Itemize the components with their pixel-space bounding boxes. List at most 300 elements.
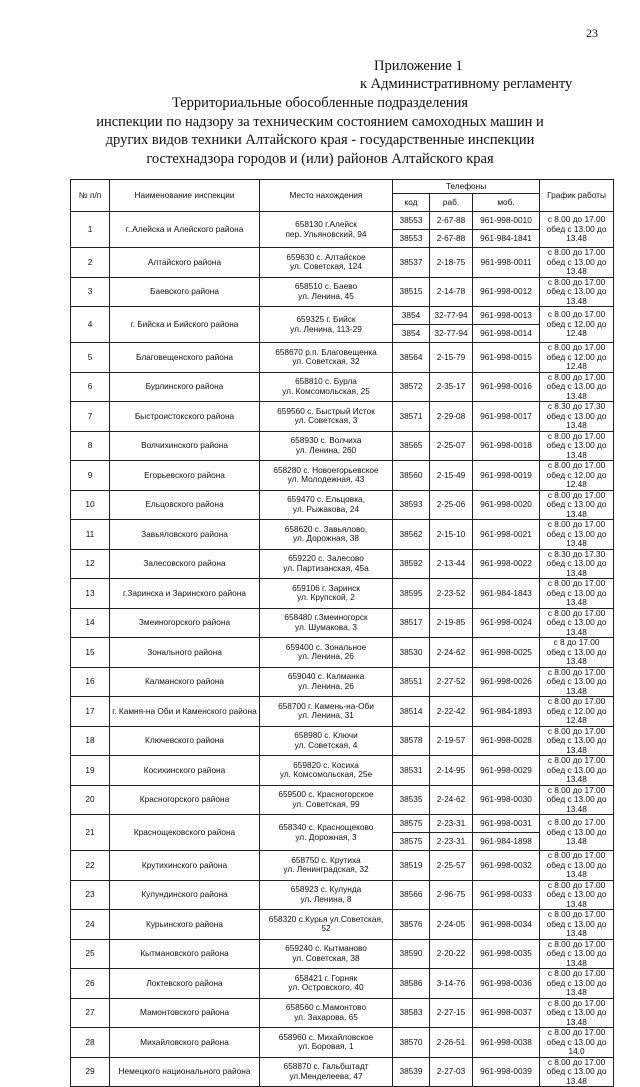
schedule-hours: с 8.00 до 17.00 [547, 460, 606, 470]
inspection-name: Змеиногорского района [110, 608, 260, 638]
row-number: 20 [71, 785, 110, 815]
address-line-1: 658923 с. Кулунда [290, 884, 362, 895]
schedule-hours: с 8.00 до 17.00 [547, 519, 606, 529]
schedule-lunch: обед с 13.00 до 13.48 [546, 499, 607, 519]
address [260, 638, 393, 668]
address-line-2: ул. Дорожная, 38 [293, 533, 359, 544]
header-place: Место нахождения [260, 180, 393, 212]
phone-mobile: 961-998-0015 [473, 343, 540, 373]
address-line-1: 659400 с. Зональное [285, 641, 367, 652]
schedule [540, 697, 614, 727]
inspection-name: Кытмановского района [110, 939, 260, 969]
schedule-hours: с 8.00 до 17.00 [547, 968, 606, 978]
title-line-3: других видов техники Алтайского края - государственные инспекции [105, 132, 535, 149]
schedule-lunch: обед с 12.00 до 12.48 [546, 469, 607, 489]
schedule [540, 307, 614, 343]
row-number: 4 [71, 307, 110, 343]
header-schedule: График работы [540, 180, 614, 212]
header-name: Наименование инспекции [110, 180, 260, 212]
row-number: 15 [71, 638, 110, 668]
header-mob: моб. [473, 194, 540, 212]
address-line-2: ул. Ленина, 31 [298, 710, 354, 721]
phone-mobile: 961-984-1841 [473, 230, 540, 248]
table-row [71, 851, 614, 881]
schedule [540, 785, 614, 815]
schedule [540, 1057, 614, 1087]
row-number: 2 [71, 248, 110, 278]
schedule-lunch: обед с 13.00 до 13.48 [546, 676, 607, 696]
inspection-name: Благовещенского района [110, 343, 260, 373]
schedule [540, 756, 614, 786]
table-row [71, 490, 614, 520]
phone-mobile: 961-998-0011 [473, 248, 540, 278]
schedule [540, 579, 614, 609]
phone-code: 38515 [393, 277, 430, 307]
phone-work: 2-19-57 [430, 726, 473, 756]
table-row [71, 248, 614, 278]
address-line-2: ул. Ленина, 113-29 [290, 323, 362, 334]
address-line-2: ул. Советская, 124 [290, 261, 362, 272]
row-number: 16 [71, 667, 110, 697]
schedule-lunch: обед с 13.00 до 13.48 [546, 859, 607, 879]
inspection-name: г. Бийска и Бийского района [110, 307, 260, 343]
schedule-lunch: обед с 13.00 до 13.48 [546, 977, 607, 997]
table-row [71, 697, 614, 727]
schedule-lunch: обед с 12.00 до 12.48 [546, 351, 607, 371]
table-row [71, 638, 614, 668]
schedule [540, 461, 614, 491]
address-line-1: 659220 с. Залесово [288, 553, 364, 564]
phone-work: 32-77-94 [430, 325, 473, 343]
phone-code: 38590 [393, 939, 430, 969]
row-number: 1 [71, 212, 110, 248]
schedule-hours: с 8.00 до 17.00 [547, 372, 606, 382]
phone-work: 3-14-76 [430, 969, 473, 999]
row-number: 17 [71, 697, 110, 727]
phone-work: 2-96-75 [430, 880, 473, 910]
row-number: 9 [71, 461, 110, 491]
schedule-lunch: обед с 13.00 до 13.48 [546, 1066, 607, 1086]
inspection-name: Быстроистокского района [110, 402, 260, 432]
address-line-1: 659040 с. Калманка [287, 671, 365, 682]
address-line-1: 658320 с.Курья ул.Советская, [268, 913, 384, 924]
address-line-2: ул. Боровая, 1 [298, 1041, 354, 1052]
address [260, 910, 393, 940]
address [260, 785, 393, 815]
row-number: 12 [71, 549, 110, 579]
schedule [540, 815, 614, 851]
schedule-lunch: обед с 13.00 до 13.48 [546, 286, 607, 306]
phone-mobile: 961-998-0025 [473, 638, 540, 668]
inspection-name: Алтайского района [110, 248, 260, 278]
address-line-2: ул. Советская, 32 [292, 356, 360, 367]
phone-mobile: 961-998-0030 [473, 785, 540, 815]
address [260, 343, 393, 373]
address [260, 212, 393, 248]
table-row [71, 910, 614, 940]
phone-work: 32-77-94 [430, 307, 473, 325]
phone-code: 38571 [393, 402, 430, 432]
table-row [71, 1057, 614, 1087]
schedule [540, 549, 614, 579]
schedule-hours: с 8.00 до 17.00 [547, 342, 606, 352]
schedule-lunch: обед с 12.00 до 12.48 [546, 318, 607, 339]
phone-mobile: 961-998-0010 [473, 212, 540, 230]
phone-work: 2-14-78 [430, 277, 473, 307]
address-line-1: 658620 с. Завьялово, [284, 523, 368, 534]
schedule-hours: с 8.30 до 17.30 [547, 401, 606, 411]
address [260, 998, 393, 1028]
table-row [71, 785, 614, 815]
phone-work: 2-23-52 [430, 579, 473, 609]
phone-work: 2-24-62 [430, 638, 473, 668]
address-line-2: ул. Ленина, 260 [295, 444, 357, 455]
address-line-2: ул. Партизанская, 45а [283, 562, 369, 573]
phone-mobile: 961-998-0020 [473, 490, 540, 520]
schedule-hours: с 8.00 до 17.00 [547, 850, 606, 860]
address-line-2: ул. Советская, 38 [292, 952, 360, 963]
schedule [540, 248, 614, 278]
inspection-name: Немецкого национального района [110, 1057, 260, 1087]
row-number: 21 [71, 815, 110, 851]
address-line-2: ул. Островского, 40 [288, 982, 364, 993]
phone-code: 38517 [393, 608, 430, 638]
address-line-1: 659470 с. Ельцовка, [287, 494, 365, 505]
phone-code: 38595 [393, 579, 430, 609]
phone-mobile: 961-998-0032 [473, 851, 540, 881]
address [260, 1057, 393, 1087]
schedule-lunch: обед с 13.00 до 13.48 [546, 381, 607, 401]
table-row [71, 815, 614, 833]
phone-code: 38578 [393, 726, 430, 756]
phone-mobile: 961-998-0026 [473, 667, 540, 697]
table-row [71, 277, 614, 307]
address-line-1: 658480 г.Змеиногорск [284, 612, 368, 623]
address-line-1: 659820 с. Косиха [293, 759, 359, 770]
schedule-hours: с 8.00 до 17.00 [547, 785, 606, 795]
row-number: 22 [71, 851, 110, 881]
schedule-lunch: обед с 13.00 до 13.48 [546, 948, 607, 968]
schedule-hours: с 8.30 до 17.30 [547, 549, 606, 559]
address-line-2: ул. Советская, 99 [292, 798, 360, 809]
title-line-1: Территориальные обособленные подразделения [171, 95, 469, 111]
inspection-name: Волчихинского района [110, 431, 260, 461]
phone-work: 2-19-85 [430, 608, 473, 638]
address [260, 815, 393, 851]
inspection-name: Залесовского района [110, 549, 260, 579]
inspection-name: Мамонтовского района [110, 998, 260, 1028]
row-number: 13 [71, 579, 110, 609]
phone-mobile: 961-998-0022 [473, 549, 540, 579]
address [260, 461, 393, 491]
schedule-hours: с 8 до 17.00 [553, 637, 600, 647]
address-line-2: ул. Крупской, 2 [297, 592, 355, 603]
phone-work: 2-24-05 [430, 910, 473, 940]
address-line-2: 52 [321, 923, 331, 934]
address-line-1: 658960 с. Михайловское [278, 1031, 374, 1042]
schedule-hours: с 8.00 до 17.00 [547, 939, 606, 949]
phone-work: 2-25-06 [430, 490, 473, 520]
phone-work: 2-15-49 [430, 461, 473, 491]
phone-mobile: 961-998-0038 [473, 1028, 540, 1058]
phone-work: 2-67-88 [430, 212, 473, 230]
table-row [71, 667, 614, 697]
row-number: 25 [71, 939, 110, 969]
address-line-1: 658870 с. Гальбштадт [283, 1061, 369, 1072]
phone-work: 2-27-15 [430, 998, 473, 1028]
address-line-2: ул.Менделеева, 47 [289, 1070, 363, 1081]
address-line-1: 659630 с. Алтайское [286, 251, 366, 262]
table-row [71, 402, 614, 432]
schedule-hours: с 8.00 до 17.00 [547, 667, 606, 677]
inspection-name: Завьяловского района [110, 520, 260, 550]
phone-code: 38537 [393, 248, 430, 278]
schedule [540, 1028, 614, 1058]
schedule [540, 910, 614, 940]
schedule-lunch: обед с 13.00 до 13.48 [546, 889, 607, 909]
inspection-name: Ключевского района [110, 726, 260, 756]
address [260, 307, 393, 343]
phone-mobile: 961-998-0024 [473, 608, 540, 638]
phone-work: 2-15-79 [430, 343, 473, 373]
phone-code: 38564 [393, 343, 430, 373]
inspection-name: Егорьевского района [110, 461, 260, 491]
schedule [540, 402, 614, 432]
phone-code: 38519 [393, 851, 430, 881]
schedule-lunch: обед с 12.00 до 12.48 [546, 705, 607, 725]
address [260, 726, 393, 756]
schedule-lunch: обед с 13.00 до 13.48 [546, 764, 607, 784]
address-line-1: 658810 с. Бурла [295, 376, 357, 387]
inspection-name: Бурлинского района [110, 372, 260, 402]
schedule-hours: с 8.00 до 17.00 [547, 880, 606, 890]
schedule-hours: с 8.00 до 17.00 [547, 608, 606, 618]
phone-code: 38575 [393, 833, 430, 851]
phone-code: 38586 [393, 969, 430, 999]
schedule-hours: с 8.00 до 17.00 [547, 1027, 606, 1037]
schedule [540, 212, 614, 248]
schedule-lunch: обед с 13.00 до 13.48 [546, 826, 607, 847]
phone-mobile: 961-998-0017 [473, 402, 540, 432]
phone-work: 2-18-75 [430, 248, 473, 278]
schedule-hours: с 8.00 до 17.00 [547, 909, 606, 919]
phone-code: 3854 [393, 307, 430, 325]
schedule-hours: с 8.00 до 17.00 [547, 578, 606, 588]
schedule-lunch: обед с 13.00 до 14.0 [546, 1036, 607, 1056]
phone-mobile: 961-998-0016 [473, 372, 540, 402]
phone-code: 38551 [393, 667, 430, 697]
table-row [71, 579, 614, 609]
inspections-table [70, 179, 614, 1087]
phone-work: 2-67-88 [430, 230, 473, 248]
appendix-caption [360, 57, 610, 93]
address-line-1: 658930 с. Волчиха [290, 435, 362, 446]
address-line-2: ул. Ленинградская, 32 [283, 864, 369, 875]
schedule-hours: с 8.00 до 17.00 [547, 247, 606, 257]
schedule [540, 520, 614, 550]
phone-code: 38539 [393, 1057, 430, 1087]
table-row [71, 212, 614, 230]
address-line-2: пер. Ульяновский, 94 [285, 228, 367, 239]
address-line-1: 658130 г.Алейск [295, 219, 357, 229]
schedule [540, 998, 614, 1028]
row-number: 10 [71, 490, 110, 520]
address-line-2: ул. Захарова, 65 [294, 1011, 358, 1022]
phone-code: 38553 [393, 212, 430, 230]
address-line-2: ул. Ленина, 26 [298, 651, 354, 662]
address-line-2: ул. Ленина, 45 [298, 290, 354, 301]
table-row [71, 343, 614, 373]
schedule-lunch: обед с 13.00 до 13.48 [546, 617, 607, 637]
schedule [540, 608, 614, 638]
phone-mobile: 961-998-0031 [473, 815, 540, 833]
document-title [60, 94, 580, 168]
schedule-hours: с 8.00 до 17.00 [547, 490, 606, 500]
phone-work: 2-24-62 [430, 785, 473, 815]
phone-work: 2-27-03 [430, 1057, 473, 1087]
phone-work: 2-13-44 [430, 549, 473, 579]
row-number: 23 [71, 880, 110, 910]
table-body [71, 212, 614, 1087]
address [260, 1028, 393, 1058]
header-work: раб. [430, 194, 473, 212]
phone-code: 38514 [393, 697, 430, 727]
phone-work: 2-25-57 [430, 851, 473, 881]
table-row [71, 520, 614, 550]
schedule-hours: с 8.00 до 17.00 [547, 696, 606, 706]
address-line-2: ул. Комсомольская, 25е [279, 769, 373, 780]
schedule [540, 851, 614, 881]
address [260, 851, 393, 881]
address-line-2: ул. Шумакова, 3 [295, 621, 357, 632]
schedule [540, 726, 614, 756]
table-row [71, 726, 614, 756]
phone-mobile: 961-984-1898 [473, 833, 540, 851]
row-number: 24 [71, 910, 110, 940]
schedule [540, 880, 614, 910]
phone-code: 38570 [393, 1028, 430, 1058]
schedule-lunch: обед с 13.00 до 13.48 [546, 794, 607, 814]
row-number: 27 [71, 998, 110, 1028]
schedule-lunch: обед с 13.00 до 13.48 [546, 558, 607, 578]
address [260, 697, 393, 727]
phone-mobile: 961-998-0018 [473, 431, 540, 461]
address-line-2: ул. Советская, 3 [294, 415, 358, 426]
phone-work: 2-23-31 [430, 815, 473, 833]
schedule-hours: с 8.00 до 17.00 [547, 998, 606, 1008]
page-number: 23 [586, 26, 598, 40]
phone-mobile: 961-998-0033 [473, 880, 540, 910]
address-line-1: 658280 с. Новоегорьевское [273, 464, 379, 475]
address [260, 880, 393, 910]
address-line-2: ул. Дорожная, 3 [295, 831, 357, 842]
schedule-hours: с 8.00 до 17.00 [547, 309, 606, 320]
phone-work: 2-23-31 [430, 833, 473, 851]
phone-work: 2-29-08 [430, 402, 473, 432]
phone-mobile: 961-998-0035 [473, 939, 540, 969]
appendix-line-1: Приложение 1 [374, 58, 463, 74]
schedule-lunch: обед с 13.00 до 13.48 [546, 735, 607, 755]
schedule [540, 969, 614, 999]
phone-code: 38576 [393, 910, 430, 940]
address [260, 756, 393, 786]
phone-mobile: 961-984-1843 [473, 579, 540, 609]
row-number: 11 [71, 520, 110, 550]
row-number: 29 [71, 1057, 110, 1087]
inspection-name: Краснощековского района [110, 815, 260, 851]
phone-work: 2-15-10 [430, 520, 473, 550]
address [260, 277, 393, 307]
phone-mobile: 961-998-0036 [473, 969, 540, 999]
phone-work: 2-26-51 [430, 1028, 473, 1058]
row-number: 14 [71, 608, 110, 638]
title-line-2: инспекции по надзору за техническим состоянием самоходных машин и [96, 113, 544, 130]
phone-code: 38583 [393, 998, 430, 1028]
address [260, 490, 393, 520]
phone-code: 38530 [393, 638, 430, 668]
phone-mobile: 961-984-1893 [473, 697, 540, 727]
table-row [71, 756, 614, 786]
phone-work: 2-27-52 [430, 667, 473, 697]
inspection-name: Курьинского района [110, 910, 260, 940]
row-number: 8 [71, 431, 110, 461]
address-line-1: 658980 с. Ключи [294, 730, 358, 741]
phone-mobile: 961-998-0013 [473, 307, 540, 325]
schedule [540, 431, 614, 461]
row-number: 18 [71, 726, 110, 756]
schedule-hours: с 8.00 до 17.00 [547, 277, 606, 287]
title-line-4: гостехнадзора городов и (или) районов Алтайского края [146, 150, 494, 167]
address-line-1: 659240 с. Кытманово [285, 943, 367, 954]
schedule-lunch: обед с 13.00 до 13.48 [546, 918, 607, 938]
appendix-line-2: к Административному регламенту [360, 76, 573, 92]
schedule [540, 939, 614, 969]
address [260, 431, 393, 461]
schedule [540, 343, 614, 373]
schedule-hours: с 8.00 до 17.00 [547, 817, 606, 828]
row-number: 6 [71, 372, 110, 402]
phone-mobile: 961-998-0021 [473, 520, 540, 550]
address-line-2: ул. Ленина, 8 [300, 893, 352, 904]
address [260, 549, 393, 579]
header-num: № п/п [71, 180, 110, 212]
phone-code: 38565 [393, 431, 430, 461]
table-row [71, 549, 614, 579]
inspection-name: г.Заринска и Заринского района [110, 579, 260, 609]
schedule [540, 667, 614, 697]
phone-code: 38560 [393, 461, 430, 491]
row-number: 26 [71, 969, 110, 999]
address-line-2: ул. Ленина, 26 [298, 680, 354, 691]
phone-code: 38553 [393, 230, 430, 248]
phone-code: 38566 [393, 880, 430, 910]
inspection-name: Ельцовского района [110, 490, 260, 520]
table-row [71, 998, 614, 1028]
address-line-1: 659560 с. Быстрый Исток [277, 405, 375, 416]
row-number: 5 [71, 343, 110, 373]
address [260, 579, 393, 609]
address-line-1: 659500 с. Красногорское [278, 789, 374, 800]
schedule-lunch: обед с 13.00 до 13.48 [546, 256, 607, 276]
schedule-lunch: обед с 13.00 до 13.48 [546, 587, 607, 607]
schedule-lunch: обед с 13.00 до 13.48 [546, 440, 607, 460]
phone-mobile: 961-998-0037 [473, 998, 540, 1028]
schedule [540, 490, 614, 520]
row-number: 7 [71, 402, 110, 432]
phone-code: 3854 [393, 325, 430, 343]
schedule-hours: с 8.00 до 17.00 [547, 755, 606, 765]
phone-code: 38535 [393, 785, 430, 815]
